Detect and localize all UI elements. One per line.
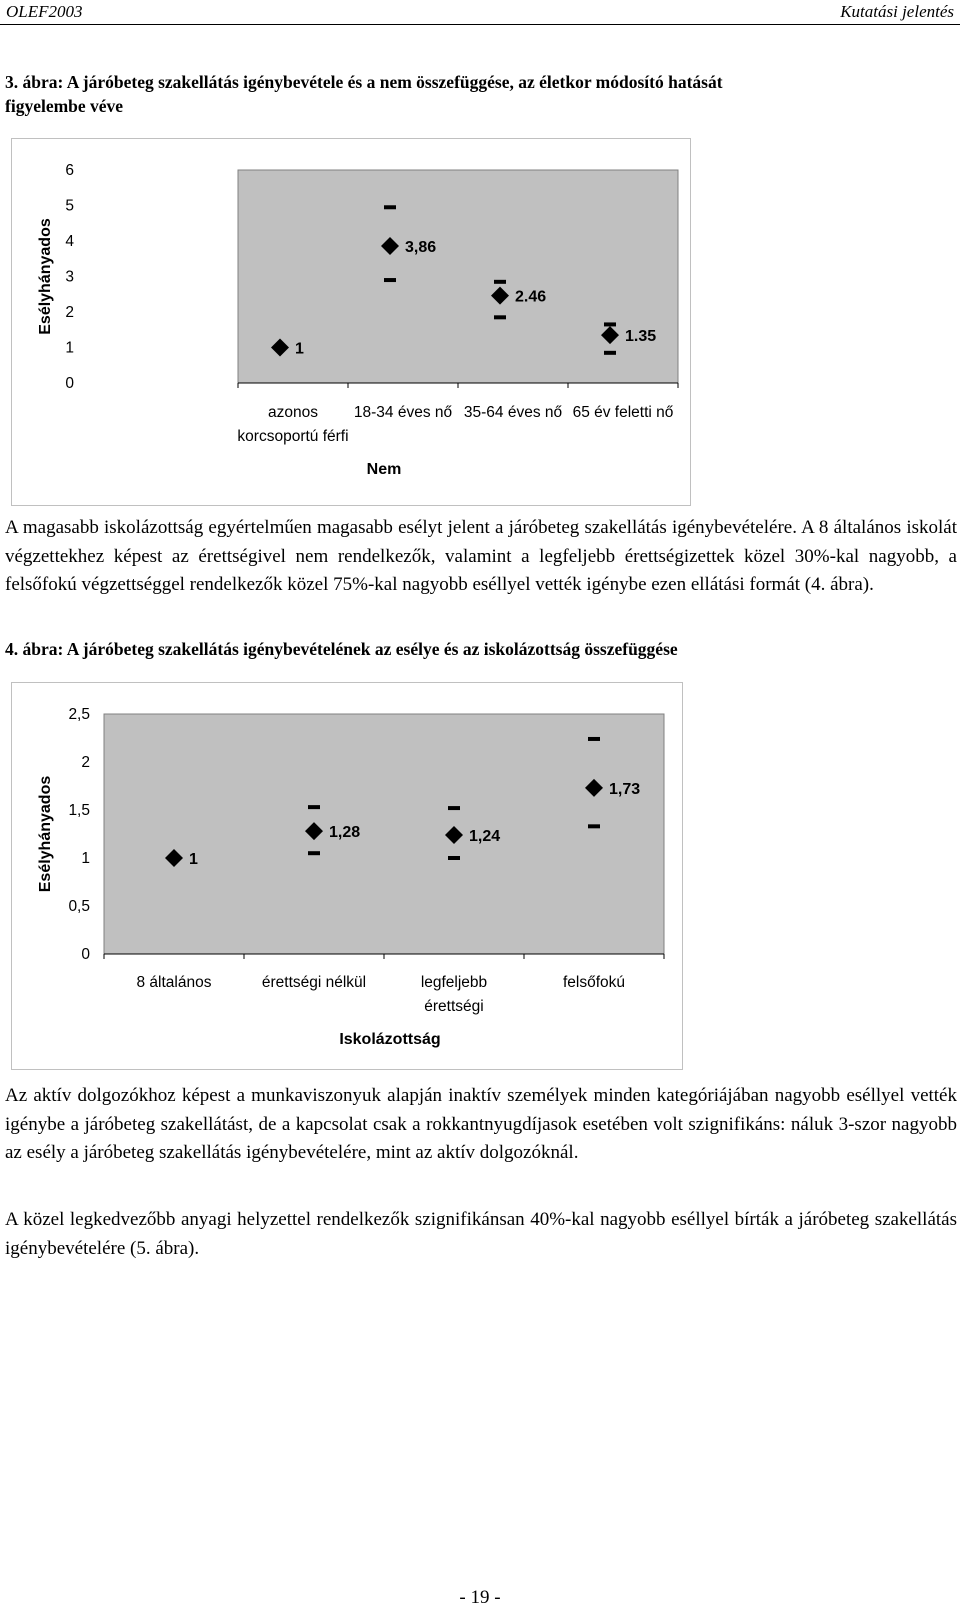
y-tick-label: 0 — [81, 946, 90, 963]
category-label: 8 általános — [136, 974, 212, 991]
category-label: érettségi nélkül — [261, 974, 367, 991]
header-divider — [0, 24, 960, 25]
category-label: érettségi — [424, 998, 484, 1015]
y-tick-label: 1,5 — [68, 802, 90, 819]
y-axis-title: Esélyhányados — [37, 218, 54, 335]
category-label: felsőfokú — [562, 974, 626, 991]
data-label: 1,73 — [609, 780, 641, 798]
data-label: 1.35 — [625, 328, 657, 346]
figure3-chart-svg — [12, 139, 690, 505]
data-label: 1 — [189, 851, 198, 868]
figure3-caption — [5, 70, 945, 118]
paragraph-3: A közel legkedvezőbb anyagi helyzettel rendelkezők szignifikánsan 40%-kal nagyobb eséllyel bírták a járóbeteg szakellátás igénybevételére (5. ábra). — [5, 1209, 957, 1259]
category-label: 18-34 éves nő — [353, 404, 453, 421]
plot-area — [104, 714, 664, 954]
x-axis-title: Iskolázottság — [339, 1031, 441, 1048]
category-label: 65 év feletti nő — [572, 404, 674, 421]
figure3-caption-line1: 3. ábra: A járóbeteg szakellátás igénybevétele és a nem összefüggése, az életkor módosító hatását — [5, 72, 723, 92]
y-tick-label: 2 — [81, 754, 90, 771]
header-left: OLEF2003 — [6, 2, 83, 21]
figure3-caption-line2: figyelembe véve — [5, 96, 124, 116]
y-tick-label: 6 — [65, 162, 74, 179]
figure3-chart — [11, 138, 691, 506]
paragraph-1: A magasabb iskolázottság egyértelműen magasabb esélyt jelent a járóbeteg szakellátás igénybevételére. A 8 általános iskolát végzettekhez képest az érettségivel nem rendelkezők, valamint a legfeljebb érettségizettek közel 30%-kal nagyobb, a felsőfokú végzettséggel rendelkezők közel 75%-kal nagyobb eséllyel vették igénybe ezen ellátási formát (4. ábra). — [5, 517, 957, 595]
data-label: 1 — [295, 340, 304, 358]
category-label: legfeljebb — [420, 974, 488, 991]
header-right: Kutatási jelentés — [840, 2, 954, 21]
category-label: azonos — [268, 404, 318, 421]
category-label: 35-64 éves nő — [463, 404, 563, 421]
data-label: 3,86 — [405, 238, 437, 256]
figure4-caption: 4. ábra: A járóbeteg szakellátás igénybevételének az esélye és az iskolázottság összefüggése — [5, 639, 678, 659]
page-number: - 19 - — [459, 1587, 501, 1608]
y-tick-label: 1 — [81, 850, 90, 867]
page-header — [0, 0, 960, 24]
y-tick-label: 2 — [65, 304, 74, 321]
y-tick-label: 3 — [65, 268, 74, 286]
data-label: 1,28 — [329, 824, 361, 842]
x-axis-title: Nem — [366, 461, 402, 478]
y-tick-label: 0,5 — [68, 898, 90, 915]
data-label: 1,24 — [469, 827, 501, 845]
y-tick-label: 4 — [65, 233, 74, 250]
category-label: korcsoportú férfi — [237, 428, 349, 445]
y-tick-label: 1 — [65, 339, 74, 357]
y-axis-title: Esélyhányados — [37, 775, 54, 893]
figure4-chart — [11, 682, 683, 1070]
data-label: 2.46 — [515, 288, 547, 306]
y-tick-label: 5 — [65, 197, 74, 215]
y-tick-label: 0 — [65, 375, 74, 392]
figure4-chart-svg — [12, 683, 682, 1069]
paragraph-2: Az aktív dolgozókhoz képest a munkaviszonyuk alapján inaktív személyek minden kategóriájában nagyobb eséllyel vették igénybe a járóbeteg szakellátást, de a kapcsolat csak a rokkantnyugdíjasok esetében volt szignifikáns: náluk 3-szor nagyobb az esély a járóbeteg szakellátás igénybevételére, mint az aktív dolgozóknál. — [5, 1085, 957, 1163]
y-tick-label: 2,5 — [68, 706, 90, 723]
